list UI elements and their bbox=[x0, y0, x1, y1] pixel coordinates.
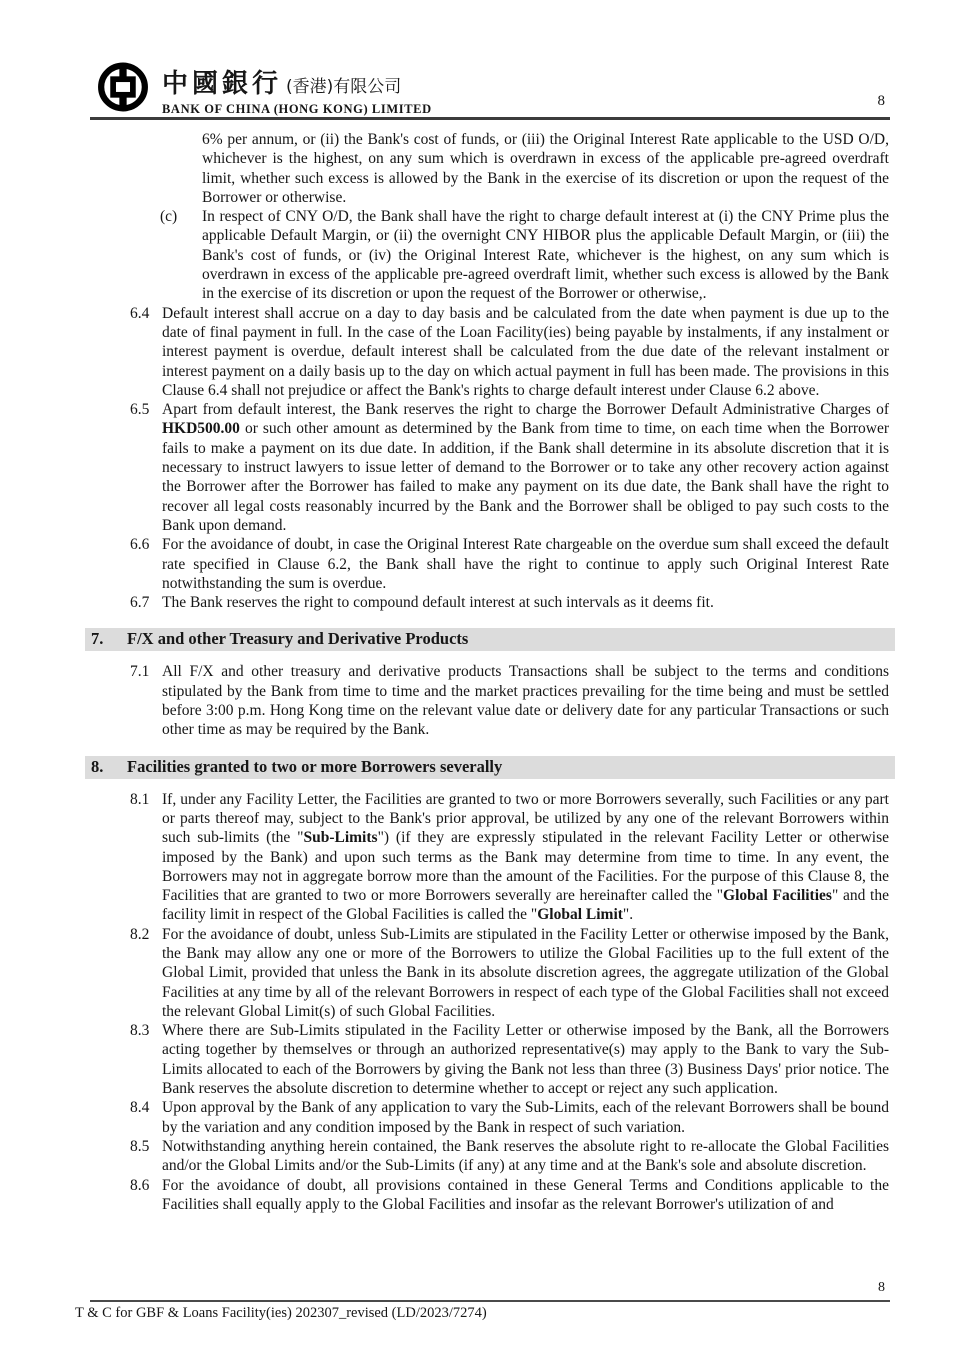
clause-text: For the avoidance of doubt, in case the Original Interest Rate chargeable on the overdue sum shall exceed the default rate specified in Clause 6.2, the Bank shall have the right to continue to apply such Original Interest Rate notwithstanding the sum is overdue. bbox=[162, 536, 889, 592]
clause-number: 8.5 bbox=[130, 1137, 150, 1155]
clause-number: 8.1 bbox=[130, 790, 150, 808]
clause-8-5 bbox=[130, 1137, 895, 1176]
clause-8-4 bbox=[130, 1098, 895, 1137]
clause-text: For the avoidance of doubt, unless Sub-Limits are stipulated in the Facility Letter or otherwise imposed by the Bank, the Bank may allow any one or more of the Borrowers to utilize the Global Facilities up to the full extent of the Global Limit, provided that unless the Bank in its absolute discretion agrees, the aggregate utilization of the Global Facilities at any time by all of the relevant Borrowers in respect of each type of the Global Facilities shall not exceed the relevant Global Limit(s) of such Global Facilities. bbox=[162, 925, 889, 1020]
item-c-text: In respect of CNY O/D, the Bank shall have the right to charge default interest at (i) the CNY Prime plus the applicable Default Margin, or (ii) the overnight CNY HIBOR plus the applicable Default Margin, or (iii) the Bank's cost of funds, or (iv) the Original Interest Rate, whichever is the highest, on any sum which is overdrawn in excess of the applicable pre-agreed overdraft limit, whether such excess is allowed by the Bank in the exercise of its discretion or upon the request of the Borrower or otherwise,. bbox=[202, 208, 889, 303]
bank-name-cn-suffix: (香港)有限公司 bbox=[286, 77, 402, 97]
clause-text: Apart from default interest, the Bank reserves the right to charge the Borrower Default Administrative Charges of HKD500.00 or such other amount as determined by the Bank from time to time, on each time when the Borrower fails to make a payment on its due date. In addition, if the Bank shall determine in its absolute discretion that it is necessary to instruct lawyers to issue letter of demand to the Borrower or to take any other recovery action against the Borrower after the Borrower has failed to make any payment on its due date, the Bank shall have the right to recover all legal costs reasonably incurred by the Bank and the Borrower shall be obliged to pay such costs to the Bank upon demand. bbox=[162, 401, 889, 534]
clause-number: 6.6 bbox=[130, 536, 150, 554]
clause-8-3 bbox=[130, 1021, 895, 1098]
clause-8-6 bbox=[130, 1176, 895, 1215]
clause-text: Where there are Sub-Limits stipulated in the Facility Letter or otherwise imposed by the Bank, all the Borrowers acting together by themselves or through an authorized representative(s) may apply to the Bank to vary the Sub-Limits allocated to each of the Borrowers by giving the Bank not less than three (3) Business Days' prior notice. The Bank reserves the absolute discretion to determine whether to accept or reject any such application. bbox=[162, 1022, 889, 1098]
clause-number: 7.1 bbox=[130, 663, 150, 681]
clause-text: The Bank reserves the right to compound default interest at such intervals as it deems fit. bbox=[162, 594, 714, 612]
clause-8-2 bbox=[130, 925, 895, 1021]
bank-of-china-logo-icon bbox=[97, 62, 149, 112]
section-title: Facilities granted to two or more Borrowers severally bbox=[127, 756, 503, 776]
list-item-c bbox=[160, 207, 895, 303]
clause-text: If, under any Facility Letter, the Facilities are granted to two or more Borrowers severally, such Facilities or any part or parts thereof may, subject to the Bank's prior approval, be utilized by any one of the relevant Borrowers within such sub-limits (the "Sub-Limits") (if they are expressly stipulated in the relevant Facility Letter or otherwise imposed by the Bank) and upon such terms as the Bank may determine from time to time. In any event, the Borrowers may not in aggregate borrow more than the amount of the Facilities. For the purpose of this Clause 8, the Facilities that are granted to two or more Borrowers severally are hereinafter called the "Global Facilities" and the facility limit in respect of the Global Facilities is called the "Global Limit". bbox=[162, 790, 889, 924]
clause-6-4 bbox=[130, 304, 895, 400]
section-title: F/X and other Treasury and Derivative Products bbox=[127, 629, 469, 649]
clause-number: 8.3 bbox=[130, 1022, 150, 1040]
clause-8-1 bbox=[130, 790, 895, 925]
section-heading-8 bbox=[85, 756, 895, 779]
clause-7-1 bbox=[130, 662, 895, 739]
clause-6-6 bbox=[130, 535, 895, 593]
document-content bbox=[85, 130, 895, 1214]
footer-rule bbox=[90, 1300, 890, 1302]
clause-text: For the avoidance of doubt, all provisions contained in these General Terms and Conditions applicable to the Facilities shall equally apply to the Global Facilities and insofar as the relevant Borrower's utilization of and bbox=[162, 1176, 889, 1213]
clause-number: 8.2 bbox=[130, 925, 150, 943]
item-c-label: (c) bbox=[160, 208, 178, 226]
clause-text: All F/X and other treasury and derivative products Transactions shall be subject to the terms and conditions stipulated by the Bank from time to time and the market practices prevailing for the time being and must be settled before 3:00 p.m. Hong Kong time on the relevant value date or delivery date for any particular Transactions or such other time as may be required by the Bank. bbox=[162, 663, 889, 739]
clause-number: 6.4 bbox=[130, 304, 150, 322]
clause-text: Upon approval by the Bank of any application to vary the Sub-Limits, each of the relevant Borrowers shall be bound by the variation and any condition imposed by the Bank in respect of such variation. bbox=[162, 1099, 889, 1136]
footer-doc-reference: T & C for GBF & Loans Facility(ies) 202307_revised (LD/2023/7274) bbox=[75, 1305, 487, 1321]
clause-number: 6.5 bbox=[130, 401, 150, 419]
clause-number: 6.7 bbox=[130, 594, 150, 612]
bank-name-chinese bbox=[162, 63, 432, 100]
section-number: 7. bbox=[91, 629, 104, 649]
section-number: 8. bbox=[91, 756, 104, 776]
clause-6-7 bbox=[130, 593, 895, 612]
bank-name-cn-main: 中國銀行 bbox=[162, 69, 283, 99]
page-number-top: 8 bbox=[877, 93, 885, 109]
clause-number: 8.4 bbox=[130, 1099, 150, 1117]
header-rule bbox=[90, 117, 890, 120]
section-heading-7 bbox=[85, 628, 895, 651]
bank-names bbox=[162, 62, 432, 117]
clause-text: Notwithstanding anything herein contained, the Bank reserves the absolute right to re-allocate the Global Facilities and/or the Global Limits and/or the Sub-Limits (if any) at any time and at the Bank's sole and absolute discretion. bbox=[162, 1137, 889, 1175]
paragraph-continuation-b: 6% per annum, or (ii) the Bank's cost of funds, or (iii) the Original Interest Rate applicable to the USD O/D, whichever is the highest, on any sum which is overdrawn in excess of the applicable pre-agreed overdraft limit, whether such excess is allowed by the Bank in the exercise of its discretion or upon the request of the Borrower or otherwise. bbox=[202, 131, 889, 206]
clause-text: Default interest shall accrue on a day to day basis and be calculated from the date when payment is due up to the date of final payment in full. In the case of the Loan Facility(ies) being payable by instalments, if any instalment or interest payment is overdue, default interest shall be calculated from the due date of the relevant instalment or interest payment on a daily basis up to the day on which actual payment in full has been made. The provisions in this Clause 6.4 shall not prejudice or affect the Bank's rights to charge default interest under Clause 6.2 above. bbox=[162, 304, 889, 399]
clause-number: 8.6 bbox=[130, 1176, 150, 1194]
header bbox=[97, 62, 432, 117]
page-number-bottom: 8 bbox=[878, 1280, 885, 1295]
bank-name-english: BANK OF CHINA (HONG KONG) LIMITED bbox=[162, 102, 432, 116]
clause-6-5 bbox=[130, 400, 895, 535]
